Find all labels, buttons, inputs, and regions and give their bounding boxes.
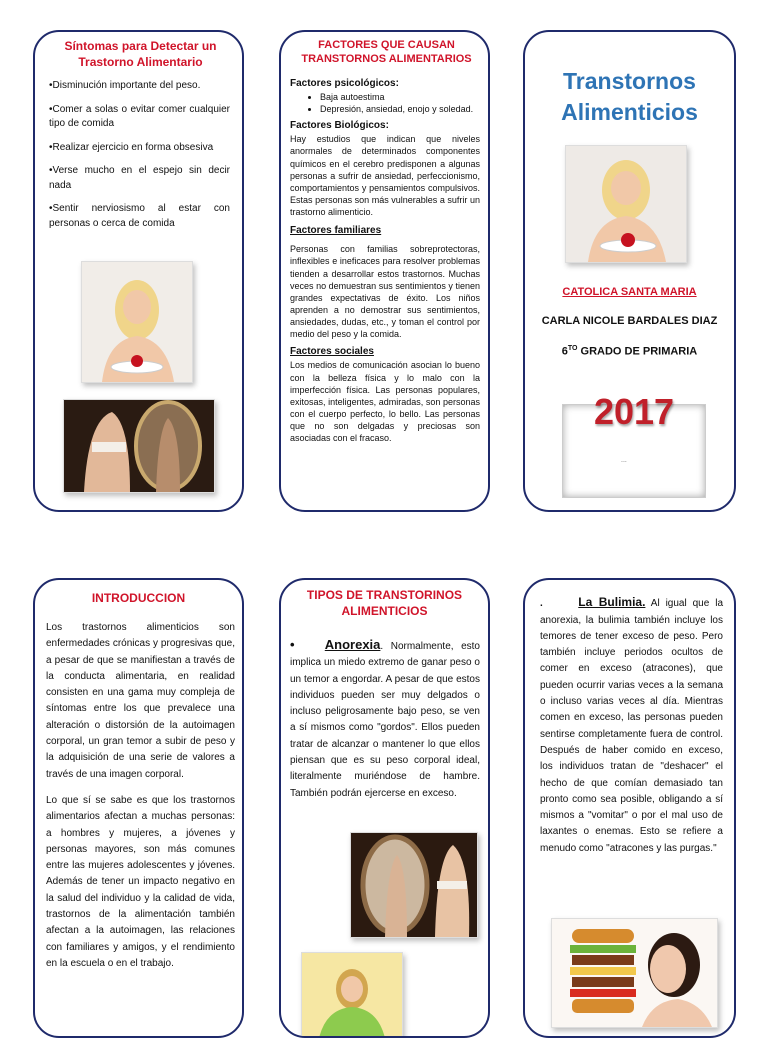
sintoma-item: •Comer a solas o evitar comer cualquier tipo de comida bbox=[49, 103, 230, 129]
cover-title bbox=[525, 66, 734, 128]
burger-woman-photo bbox=[551, 918, 718, 1028]
anorexia-text bbox=[290, 634, 480, 802]
biologicos-text: Hay estudios que indican que niveles anormales de determinados componentes químicos en el cerebro predisponen a algunas personas a sufrir de ansiedad, perfeccionismo, comportamientos y pensamientos compulsivos. Estas personas son más vulnerables a sufrir un trastorno alimenticio. bbox=[290, 134, 480, 218]
mirror-photo bbox=[350, 832, 478, 938]
introduccion-para: Los trastornos alimenticios son enfermedades crónicas y progresivas que, a pesar de que se manifiestan a través de la conducta alimentaria, en realidad consisten en una gama muy compleja de síntomas entre los que prevalece una alteración o distorsión de la autoimagen corporal, un gran temor a subir de peso y la adquisición de una serie de valores a través de una imagen corporal. bbox=[46, 622, 235, 780]
familiares-heading: Factores familiares bbox=[290, 225, 382, 237]
student-name: CARLA NICOLE BARDALES DIAZ bbox=[541, 315, 718, 327]
familiares-text: Personas con familias sobreprotectoras, inflexibles e ineficaces para resolver problemas tienden a desarrollar estos trastornos. Muchas veces no demuestran sus sentimientos y tienen grandes expectativas de éxito. Los niños aprenden a no demostrar sus sentimientos, ansiedades, dudas, etc., y toman el control por medio del peso y la comida. bbox=[290, 244, 480, 340]
introduccion-body bbox=[46, 620, 235, 972]
bulimia-section bbox=[540, 593, 723, 857]
school-name: CATOLICA SANTA MARIA bbox=[562, 286, 697, 298]
year-box bbox=[562, 391, 706, 498]
panel-tipos bbox=[279, 578, 490, 1038]
factores-body bbox=[290, 78, 480, 444]
anorexia-term: Anorexia bbox=[324, 637, 381, 652]
introduccion-title: INTRODUCCION bbox=[91, 591, 186, 605]
introduccion-para: Lo que sí se sabe es que los trastornos alimentarios afectan a muchas personas: a hombres y mujeres, a jóvenes y personas mayores, son más comunes entre las mujeres adolescentes y jóvenes. Además de tener un impacto negativo en la salud del individuo y la calidad de vida, trastornos de la alimentación también afectan a la autoimagen, las relaciones con familiares y amigos, y el rendimiento en la escuela o en el trabajo. bbox=[46, 794, 235, 969]
panel-portada bbox=[523, 30, 736, 512]
panel-sintomas bbox=[33, 30, 244, 512]
sintomas-title: Síntomas para Detectar un Trastorno Alimentario bbox=[64, 39, 217, 69]
panel-factores bbox=[279, 30, 490, 512]
anorexia-description: . Normalmente, esto implica un miedo extremo de ganar peso o un temor a engordar. A pesar de que estos individuos pueden ser muy delgados o incluso peligrosamente bajo peso, se ven a sí mismos como "gordos". Ellos pueden tratar de alcanzar o mantener lo que ellos piensan que es su peso corporal ideal, literalmente muriéndose de hambre. También podrán ejercerse en exceso. bbox=[290, 641, 480, 799]
bulimia-description: Al igual que la anorexia, la bulimia también incluye los temores de tener exceso de peso. Pero también incluye periodos ocultos de comer en exceso (atracones), que pueden ocurrir varias veces a la semana o incluso varias veces al día. Mientras comen en exceso, las personas pueden sentirse completamente fuera de control. Después de haber comido en exceso, los individuos tratan de "deshacer" el hecho de que comían demasiado tan pronto como sea posible, obligando a sí mismos a "vomitar" o por el mal uso de laxantes o enemas. Esto se refiere a menudo como "atracones y las purgas." bbox=[540, 598, 724, 854]
bulimia-bullet: . bbox=[540, 598, 543, 609]
tipos-title: TIPOS DE TRANSTORINOS ALIMENTICIOS bbox=[306, 588, 463, 618]
year-box-dots: ... bbox=[621, 457, 627, 464]
bulimia-text bbox=[540, 593, 723, 857]
psicologicos-list bbox=[290, 91, 480, 115]
bulimia-term: La Bulimia. bbox=[578, 595, 646, 609]
sintomas-list bbox=[49, 79, 230, 231]
grade-text: GRADO DE PRIMARIA bbox=[577, 345, 698, 358]
psicologico-item: • Baja autoestima bbox=[320, 91, 480, 103]
sociales-heading: Factores sociales bbox=[290, 346, 374, 358]
mirror-reflection-photo bbox=[63, 399, 215, 493]
grade-number: 6 bbox=[561, 345, 568, 358]
factores-title: FACTORES QUE CAUSAN TRANSTORNOS ALIMENTARIOS bbox=[301, 39, 472, 66]
panel-introduccion bbox=[33, 578, 244, 1038]
sintoma-item: •Sentir nerviosismo al estar con personas o cerca de comida bbox=[49, 203, 230, 229]
cover-title-line1: Transtornos bbox=[563, 68, 696, 94]
girl-at-table-photo bbox=[301, 952, 403, 1038]
grade-suffix: TO bbox=[567, 345, 578, 352]
sintoma-item: •Realizar ejercicio en forma obsesiva bbox=[49, 141, 214, 153]
anorexia-section bbox=[290, 634, 480, 802]
grade bbox=[525, 345, 734, 358]
biologicos-heading: Factores Biológicos: bbox=[290, 120, 389, 132]
psicologicos-heading: Factores psicológicos: bbox=[290, 78, 399, 89]
sintoma-item: •Disminución importante del peso. bbox=[49, 80, 201, 91]
psicologico-item: • Depresión, ansiedad, enojo y soledad. bbox=[320, 103, 480, 115]
year: 2017 bbox=[593, 391, 675, 432]
sad-girl-apple-photo bbox=[81, 261, 193, 383]
sociales-text: Los medios de comunicación asocian lo bueno con la belleza física y lo malo con la imperfección física. Las personas populares, exitosas, inteligentes, admiradas, son personas con el cuerpo perfecto, lo bello. Las personas que no son delgadas y preciosas son asociadas con el fracaso. bbox=[290, 360, 480, 444]
cover-title-line2: Alimenticios bbox=[561, 99, 698, 126]
panel-bulimia bbox=[523, 578, 736, 1038]
anorexia-bullet: • bbox=[290, 637, 295, 652]
cover-photo bbox=[565, 145, 687, 263]
sintoma-item: •Verse mucho en el espejo sin decir nada bbox=[49, 165, 230, 191]
